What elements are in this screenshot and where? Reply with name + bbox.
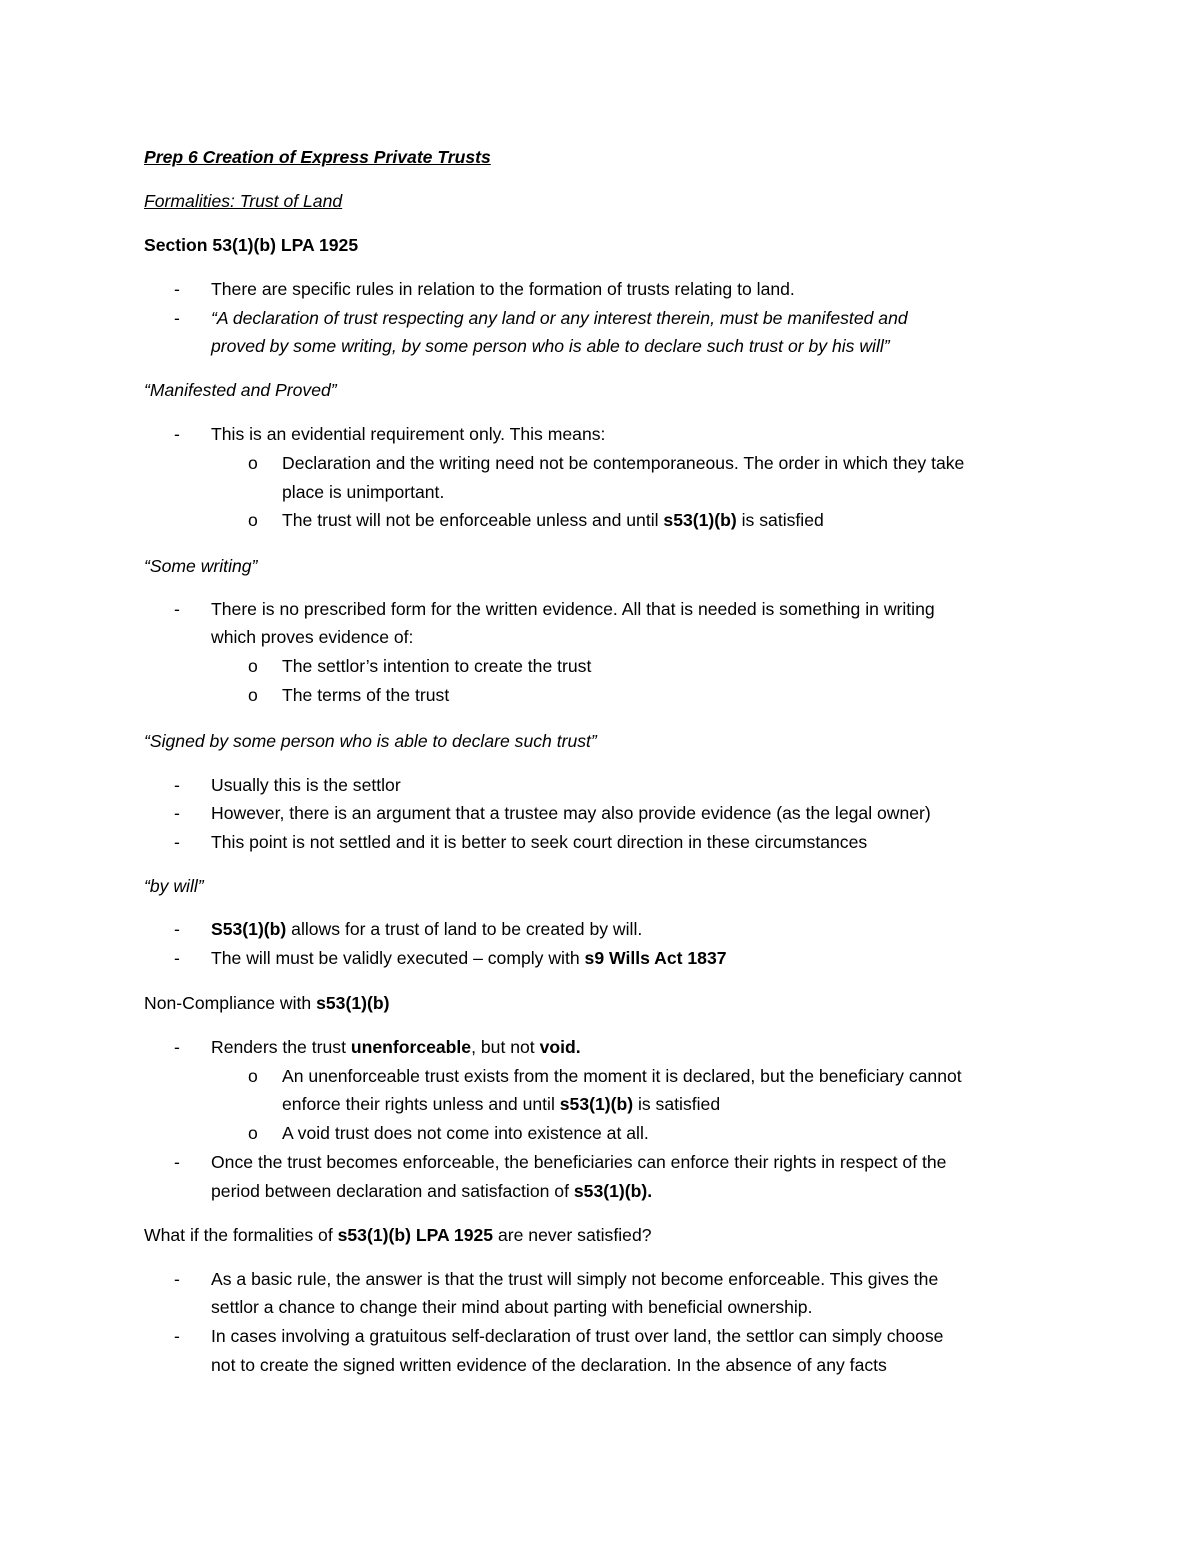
bullet-text: There are specific rules in relation to the formation of trusts relating to land. bbox=[211, 279, 795, 299]
bullet-text: period between declaration and satisfaction of s53(1)(b). bbox=[211, 1181, 653, 1201]
bullet-text: This is an evidential requirement only. This means: bbox=[211, 424, 606, 444]
dash-bullet: - bbox=[174, 1326, 180, 1346]
subheading: “Signed by some person who is able to declare such trust” bbox=[144, 731, 597, 751]
dash-bullet: - bbox=[174, 279, 180, 299]
section-heading: Section 53(1)(b) LPA 1925 bbox=[144, 235, 359, 255]
document-title: Prep 6 Creation of Express Private Trusts bbox=[144, 147, 491, 167]
dash-bullet: - bbox=[174, 599, 180, 619]
bullet-text: As a basic rule, the answer is that the trust will simply not become enforceable. This gives the bbox=[211, 1269, 939, 1289]
dash-bullet: - bbox=[174, 803, 180, 823]
subheading: “Manifested and Proved” bbox=[144, 380, 337, 400]
bullet-text: Renders the trust unenforceable, but not void. bbox=[211, 1037, 581, 1057]
sub-bullet-text: place is unimportant. bbox=[282, 482, 445, 502]
bullet-text: not to create the signed written evidence of the declaration. In the absence of any facts bbox=[211, 1355, 887, 1375]
quote-text: proved by some writing, by some person who is able to declare such trust or by his will” bbox=[211, 336, 890, 356]
sub-bullet-text: An unenforceable trust exists from the moment it is declared, but the beneficiary cannot bbox=[282, 1066, 962, 1086]
subheading: Non-Compliance with s53(1)(b) bbox=[144, 993, 390, 1013]
circle-bullet: o bbox=[248, 453, 258, 473]
subheading: What if the formalities of s53(1)(b) LPA 1925 are never satisfied? bbox=[144, 1225, 652, 1245]
dash-bullet: - bbox=[174, 832, 180, 852]
bullet-text: The will must be validly executed – comply with s9 Wills Act 1837 bbox=[211, 948, 727, 968]
circle-bullet: o bbox=[248, 685, 258, 705]
sub-bullet-text: enforce their rights unless and until s53(1)(b) is satisfied bbox=[282, 1094, 721, 1114]
bullet-text: which proves evidence of: bbox=[211, 627, 414, 647]
circle-bullet: o bbox=[248, 1066, 258, 1086]
dash-bullet: - bbox=[174, 775, 180, 795]
dash-bullet: - bbox=[174, 424, 180, 444]
bullet-text: In cases involving a gratuitous self-declaration of trust over land, the settlor can simply choose bbox=[211, 1326, 944, 1346]
bullet-text: There is no prescribed form for the written evidence. All that is needed is something in writing bbox=[211, 599, 935, 619]
bullet-text: Once the trust becomes enforceable, the beneficiaries can enforce their rights in respect of the bbox=[211, 1152, 947, 1172]
dash-bullet: - bbox=[174, 1037, 180, 1057]
bullet-text: However, there is an argument that a trustee may also provide evidence (as the legal owner) bbox=[211, 803, 931, 823]
circle-bullet: o bbox=[248, 510, 258, 530]
sub-bullet-text: The trust will not be enforceable unless and until s53(1)(b) is satisfied bbox=[282, 510, 824, 530]
dash-bullet: - bbox=[174, 308, 180, 328]
bullet-text: This point is not settled and it is better to seek court direction in these circumstances bbox=[211, 832, 868, 852]
bullet-text: S53(1)(b) allows for a trust of land to be created by will. bbox=[211, 919, 643, 939]
dash-bullet: - bbox=[174, 1269, 180, 1289]
sub-bullet-text: Declaration and the writing need not be contemporaneous. The order in which they take bbox=[282, 453, 965, 473]
dash-bullet: - bbox=[174, 1152, 180, 1172]
circle-bullet: o bbox=[248, 1123, 258, 1143]
bullet-text: Usually this is the settlor bbox=[211, 775, 401, 795]
dash-bullet: - bbox=[174, 919, 180, 939]
sub-bullet-text: A void trust does not come into existence at all. bbox=[282, 1123, 649, 1143]
sub-bullet-text: The settlor’s intention to create the trust bbox=[282, 656, 592, 676]
subheading: “by will” bbox=[144, 876, 204, 896]
bullet-text: settlor a chance to change their mind about parting with beneficial ownership. bbox=[211, 1297, 813, 1317]
subheading: “Some writing” bbox=[144, 556, 258, 576]
quote-text: “A declaration of trust respecting any land or any interest therein, must be manifested and bbox=[211, 308, 908, 328]
circle-bullet: o bbox=[248, 656, 258, 676]
section-subtitle: Formalities: Trust of Land bbox=[144, 191, 343, 211]
sub-bullet-text: The terms of the trust bbox=[282, 685, 450, 705]
dash-bullet: - bbox=[174, 948, 180, 968]
